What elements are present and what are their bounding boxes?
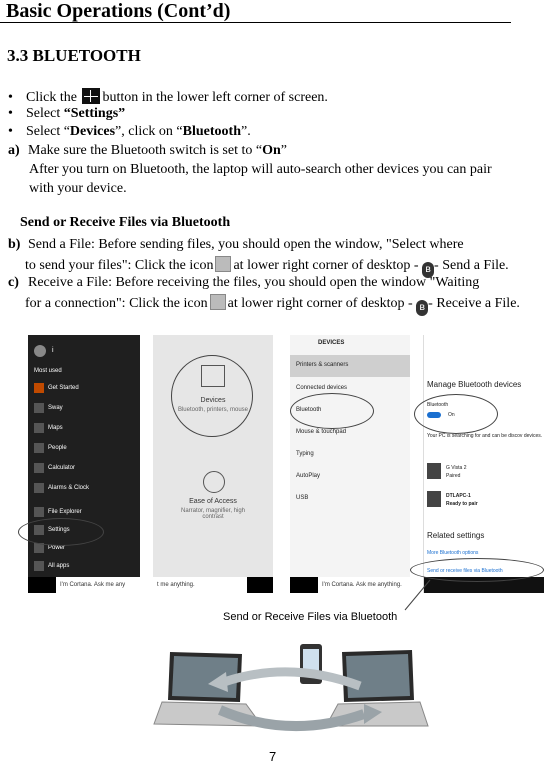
step-1: • Click the button in the lower left corner of screen. [8,90,328,105]
start-item: Alarms & Clock [34,483,89,493]
start-item: Calculator [34,463,75,473]
start-item: All apps [34,561,69,571]
receive-line2: for a connection": Click the icon at lower right corner of desktop - ʙ - Receive a File. [25,294,520,316]
page-number: 7 [269,749,277,764]
send-line1: b) Send a File: Before sending files, you should open the window, "Select where [8,237,464,252]
most-used-label: Most used [34,368,62,374]
step-a-line2: After you turn on Bluetooth, the laptop will auto-search other devices you can pair [29,162,492,177]
start-item-settings: Settings [34,525,70,535]
send-line2: to send your files": Click the icon at lower right corner of desktop - ʙ - Send a File. [25,256,509,278]
devices-menu-item: Mouse & touchpad [296,429,347,435]
receive-line1: c) Receive a File: Before receiving the files, you should open the window "Waiting [8,275,480,290]
bluetooth-page-title: Manage Bluetooth devices [427,380,522,389]
subheading: Send or Receive Files via Bluetooth [20,215,231,230]
ease-subtitle: Narrator, magnifier, high contrast [180,508,246,520]
devices-menu-item-bluetooth: Bluetooth [296,407,322,413]
bluetooth-icon: ʙ [422,262,434,278]
related-settings-heading: Related settings [427,531,485,540]
devices-subtitle: Bluetooth, printers, mouse [177,407,249,413]
cortana-box: I'm Cortana. Ask me anything. [318,577,410,593]
start-item: Get Started [34,383,79,393]
more-bluetooth-link: More Bluetooth options [427,550,479,556]
step-2: • Select “Settings” [8,106,126,121]
device-name: DTLAPC-1 [446,493,471,499]
file-transfer-illustration [150,640,430,740]
device-state: Ready to pair [446,501,478,507]
start-item: Maps [34,423,63,433]
devices-menu-item: Printers & scanners [296,362,349,368]
figure-caption: Send or Receive Files via Bluetooth [223,611,398,623]
devices-menu-item: USB [296,495,309,501]
device-state: Paired [446,473,461,479]
step-3: • Select “Devices”, click on “Bluetooth”. [8,124,251,139]
devices-title: Devices [200,397,226,404]
devices-menu-item: Typing [296,451,314,457]
devices-menu-item: AutoPlay [296,473,321,479]
start-item: Sway [34,403,63,413]
bluetooth-label: Bluetooth [427,402,449,408]
start-item: People [34,443,67,453]
cortana-box: I'm Cortana. Ask me any [56,577,140,593]
bluetooth-state: On [448,412,455,418]
bluetooth-icon: ʙ [416,300,428,316]
device-name: G Vista 2 [446,465,467,471]
searching-text: Your PC is searching for and can be discov devices. [427,433,543,439]
page-header-title: Basic Operations (Cont’d) [6,0,231,22]
step-a: a) Make sure the Bluetooth switch is set to “On” [8,143,287,158]
send-receive-link: Send or receive files via Bluetooth [427,568,503,574]
ease-title: Ease of Access [189,498,237,505]
devices-heading: DEVICES [318,340,345,346]
step-a-line3: with your device. [29,181,127,196]
cortana-box: t me anything. [153,577,247,593]
user-name: i [52,347,54,354]
devices-menu-item: Connected devices [296,385,348,391]
section-title: 3.3 BLUETOOTH [7,46,141,65]
start-item: Power [34,543,65,553]
start-item: File Explorer [34,507,82,517]
